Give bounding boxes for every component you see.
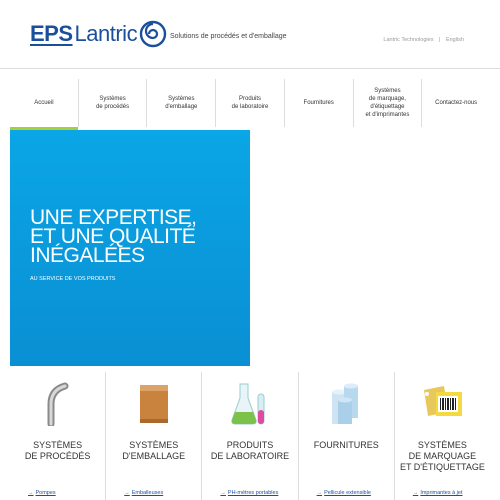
product-link[interactable]: → Emballeuses: [124, 490, 164, 496]
product-link[interactable]: → Pellicule extensible: [316, 490, 371, 496]
main-nav: [10, 79, 490, 127]
barcode-label-icon: [395, 378, 490, 428]
hero-subline: AU SERVICE DE VOS PRODUITS: [30, 276, 116, 282]
logo-eps: EPS: [30, 21, 73, 46]
product-title: PRODUITS DE LABORATOIRE: [210, 440, 290, 461]
link-lantric-technologies[interactable]: Lantric Technologies: [383, 37, 434, 43]
product-title: SYSTÈMES DE PROCÉDÉS: [24, 440, 91, 461]
product-card-fournitures[interactable]: [299, 372, 395, 500]
link-separator: |: [438, 37, 441, 43]
box-icon: [106, 378, 201, 428]
top-links: [381, 37, 466, 43]
product-title: SYSTÈMES DE MARQUAGE ET D'ÉTIQUETTAGE: [399, 440, 485, 472]
nav-item-produits-laboratoire[interactable]: Produits de laboratoire: [216, 79, 285, 127]
product-title: SYSTÈMES D'EMBALLAGE: [122, 440, 186, 461]
product-title: FOURNITURES: [313, 440, 379, 450]
nav-item-fournitures[interactable]: Fournitures: [285, 79, 354, 127]
product-link[interactable]: → PH-mètres portables: [220, 490, 279, 496]
product-card-marquage[interactable]: [395, 372, 490, 500]
nav-item-contactez-nous[interactable]: Contactez-nous: [435, 99, 478, 106]
pipe-elbow-icon: [10, 378, 105, 428]
nav-item-systemes-marquage[interactable]: Systèmes de marquage, d'étiquettage et d'imprimantes: [354, 79, 423, 127]
link-english[interactable]: English: [445, 37, 464, 43]
nav-item-accueil[interactable]: Accueil: [10, 79, 79, 127]
nav-item-systemes-emballage[interactable]: Systèmes d'emballage: [147, 79, 216, 127]
product-categories: [10, 372, 490, 500]
hero-headline: UNE EXPERTISE, ET UNE QUALITÉ INÉGALÉES: [30, 206, 197, 267]
product-card-procedes[interactable]: [10, 372, 106, 500]
product-link[interactable]: → Imprimantes à jet: [412, 490, 463, 496]
hero-banner: [10, 130, 250, 366]
film-rolls-icon: [299, 378, 394, 428]
flask-icon: [202, 378, 297, 428]
product-card-laboratoire[interactable]: [202, 372, 298, 500]
spiral-logo-icon: [139, 20, 167, 48]
logo[interactable]: [30, 14, 167, 54]
product-card-emballage[interactable]: [106, 372, 202, 500]
nav-item-systemes-procedes[interactable]: Systèmes de procédés: [79, 79, 148, 127]
logo-lantric: Lantric: [74, 21, 138, 46]
tagline: Solutions de procédés et d'emballage: [170, 33, 287, 40]
product-link[interactable]: → Pompes: [28, 490, 56, 496]
site-header: [0, 0, 500, 69]
